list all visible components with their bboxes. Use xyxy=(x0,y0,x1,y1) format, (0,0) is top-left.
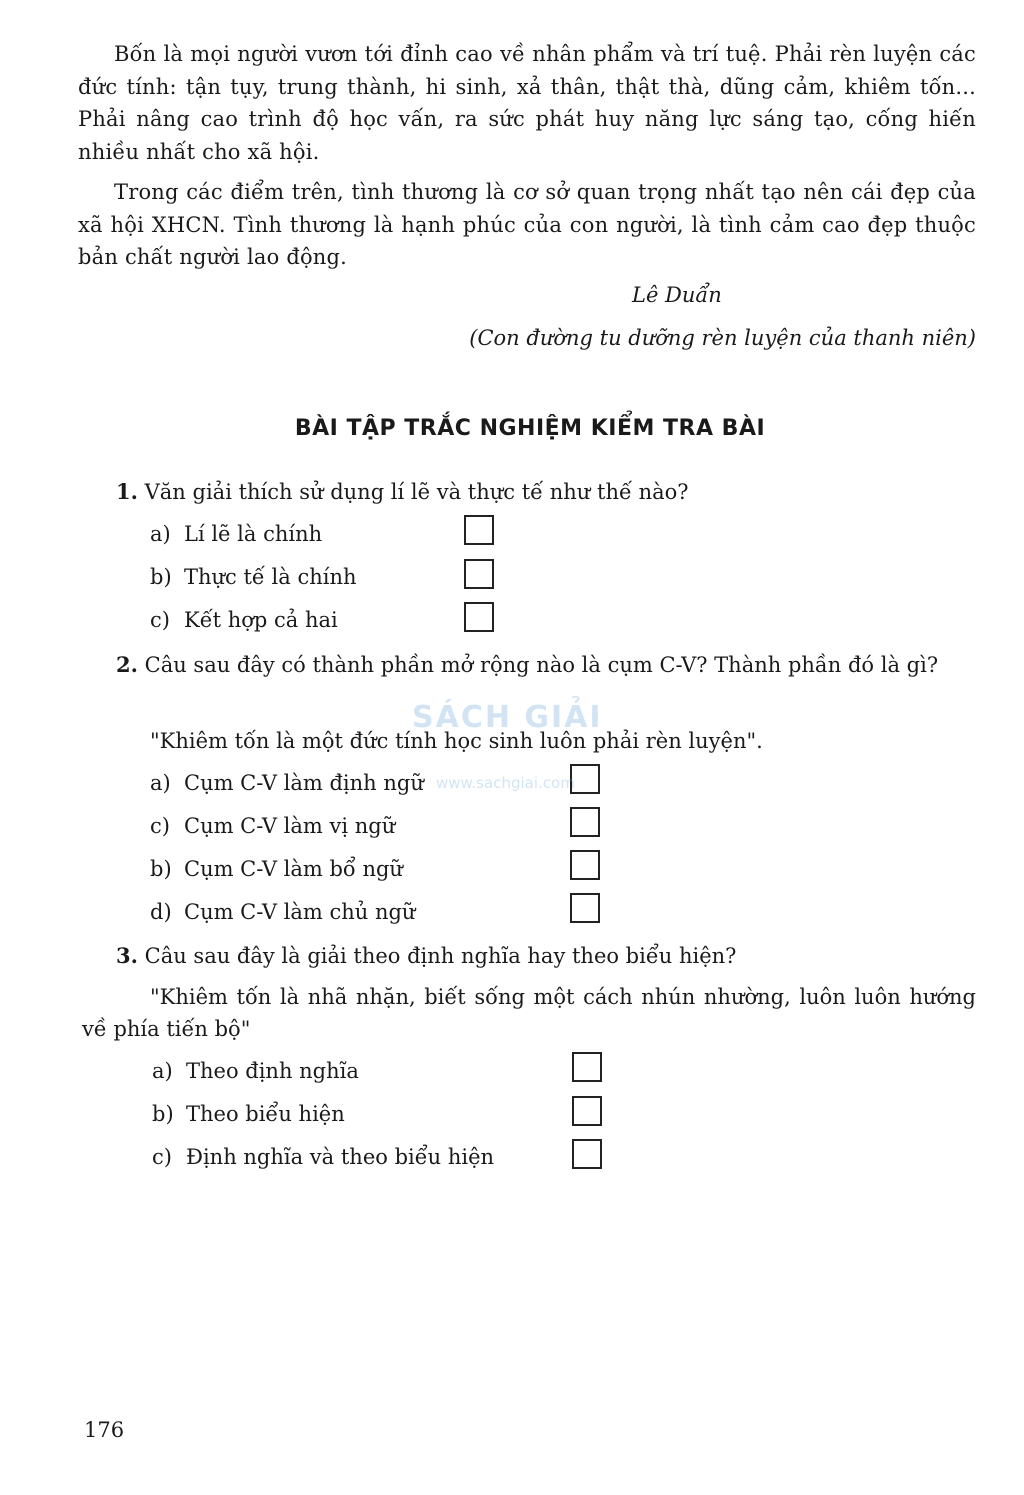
question-number: 2. xyxy=(116,652,138,677)
option-text: Cụm C-V làm định ngữ xyxy=(184,771,424,795)
q2-option-2-checkbox[interactable] xyxy=(570,807,600,837)
question-2 xyxy=(78,649,976,681)
q2-option-1-checkbox[interactable] xyxy=(570,764,600,794)
option-text: Lí lẽ là chính xyxy=(184,522,323,546)
option-letter: a) xyxy=(150,522,171,546)
q1-option-a xyxy=(150,519,322,549)
q2-option-4-checkbox[interactable] xyxy=(570,893,600,923)
option-text: Cụm C-V làm vị ngữ xyxy=(184,814,396,838)
q2-option-1 xyxy=(150,768,424,798)
quote-author: Lê Duẩn xyxy=(632,283,722,307)
question-1 xyxy=(116,476,976,508)
question-text: Câu sau đây là giải theo định nghĩa hay theo biểu hiện? xyxy=(144,944,737,968)
option-letter: b) xyxy=(150,565,172,589)
option-letter: b) xyxy=(150,857,172,881)
q1-option-b xyxy=(150,562,357,592)
quote-source: (Con đường tu dưỡng rèn luyện của thanh niên) xyxy=(469,326,976,350)
q1-option-c-checkbox[interactable] xyxy=(464,602,494,632)
watermark-title: SÁCH GIẢI xyxy=(412,700,603,735)
option-letter: d) xyxy=(150,900,172,924)
q2-option-2 xyxy=(150,811,395,841)
watermark-url: www.sachgiai.com xyxy=(436,774,575,792)
option-text: Cụm C-V làm chủ ngữ xyxy=(184,900,416,924)
q2-option-4 xyxy=(150,897,415,927)
option-text: Theo định nghĩa xyxy=(186,1059,359,1083)
q3-option-b-checkbox[interactable] xyxy=(572,1096,602,1126)
section-heading: BÀI TẬP TRẮC NGHIỆM KIỂM TRA BÀI xyxy=(294,416,766,441)
q3-option-a xyxy=(152,1056,359,1086)
question-text: Câu sau đây có thành phần mở rộng nào là cụm C-V? Thành phần đó là gì? xyxy=(144,653,939,677)
option-text: Thực tế là chính xyxy=(184,565,357,589)
option-text: Cụm C-V làm bổ ngữ xyxy=(184,857,403,881)
question-3 xyxy=(116,940,976,972)
q1-option-b-checkbox[interactable] xyxy=(464,559,494,589)
q1-option-c xyxy=(150,605,338,635)
option-text: Theo biểu hiện xyxy=(186,1102,345,1126)
q2-quote: "Khiêm tốn là một đức tính học sinh luôn phải rèn luyện". xyxy=(150,729,763,753)
intro-paragraph-2: Trong các điểm trên, tình thương là cơ sở quan trọng nhất tạo nên cái đẹp của xã hội XHCN. Tình thương là hạnh phúc của con người, là tình cảm cao đẹp thuộc bản chất người lao động. xyxy=(78,180,976,269)
option-letter: a) xyxy=(152,1059,173,1083)
q1-option-a-checkbox[interactable] xyxy=(464,515,494,545)
q3-option-a-checkbox[interactable] xyxy=(572,1052,602,1082)
q3-option-c-checkbox[interactable] xyxy=(572,1139,602,1169)
q3-quote: "Khiêm tốn là nhã nhặn, biết sống một cách nhún nhường, luôn luôn hướng về phía tiến bộ" xyxy=(82,985,976,1041)
question-number: 1. xyxy=(116,479,138,504)
option-text: Định nghĩa và theo biểu hiện xyxy=(186,1145,495,1169)
q2-option-3-checkbox[interactable] xyxy=(570,850,600,880)
page-number: 176 xyxy=(84,1418,125,1442)
option-letter: a) xyxy=(150,771,171,795)
option-letter: c) xyxy=(150,608,170,632)
option-letter: c) xyxy=(152,1145,172,1169)
q3-option-b xyxy=(152,1099,345,1129)
intro-paragraph-1: Bốn là mọi người vươn tới đỉnh cao về nhân phẩm và trí tuệ. Phải rèn luyện các đức tính: tận tụy, trung thành, hi sinh, xả thân, thật thà, dũng cảm, khiêm tốn... Phải nâng cao trình độ học vấn, ra sức phát huy năng lực sáng tạo, cống hiến nhiều nhất cho xã hội. xyxy=(78,42,976,164)
question-text: Văn giải thích sử dụng lí lẽ và thực tế như thế nào? xyxy=(144,480,689,504)
question-number: 3. xyxy=(116,943,138,968)
q2-option-3 xyxy=(150,854,403,884)
q3-option-c xyxy=(152,1142,494,1172)
option-letter: c) xyxy=(150,814,170,838)
option-text: Kết hợp cả hai xyxy=(184,608,338,632)
option-letter: b) xyxy=(152,1102,174,1126)
